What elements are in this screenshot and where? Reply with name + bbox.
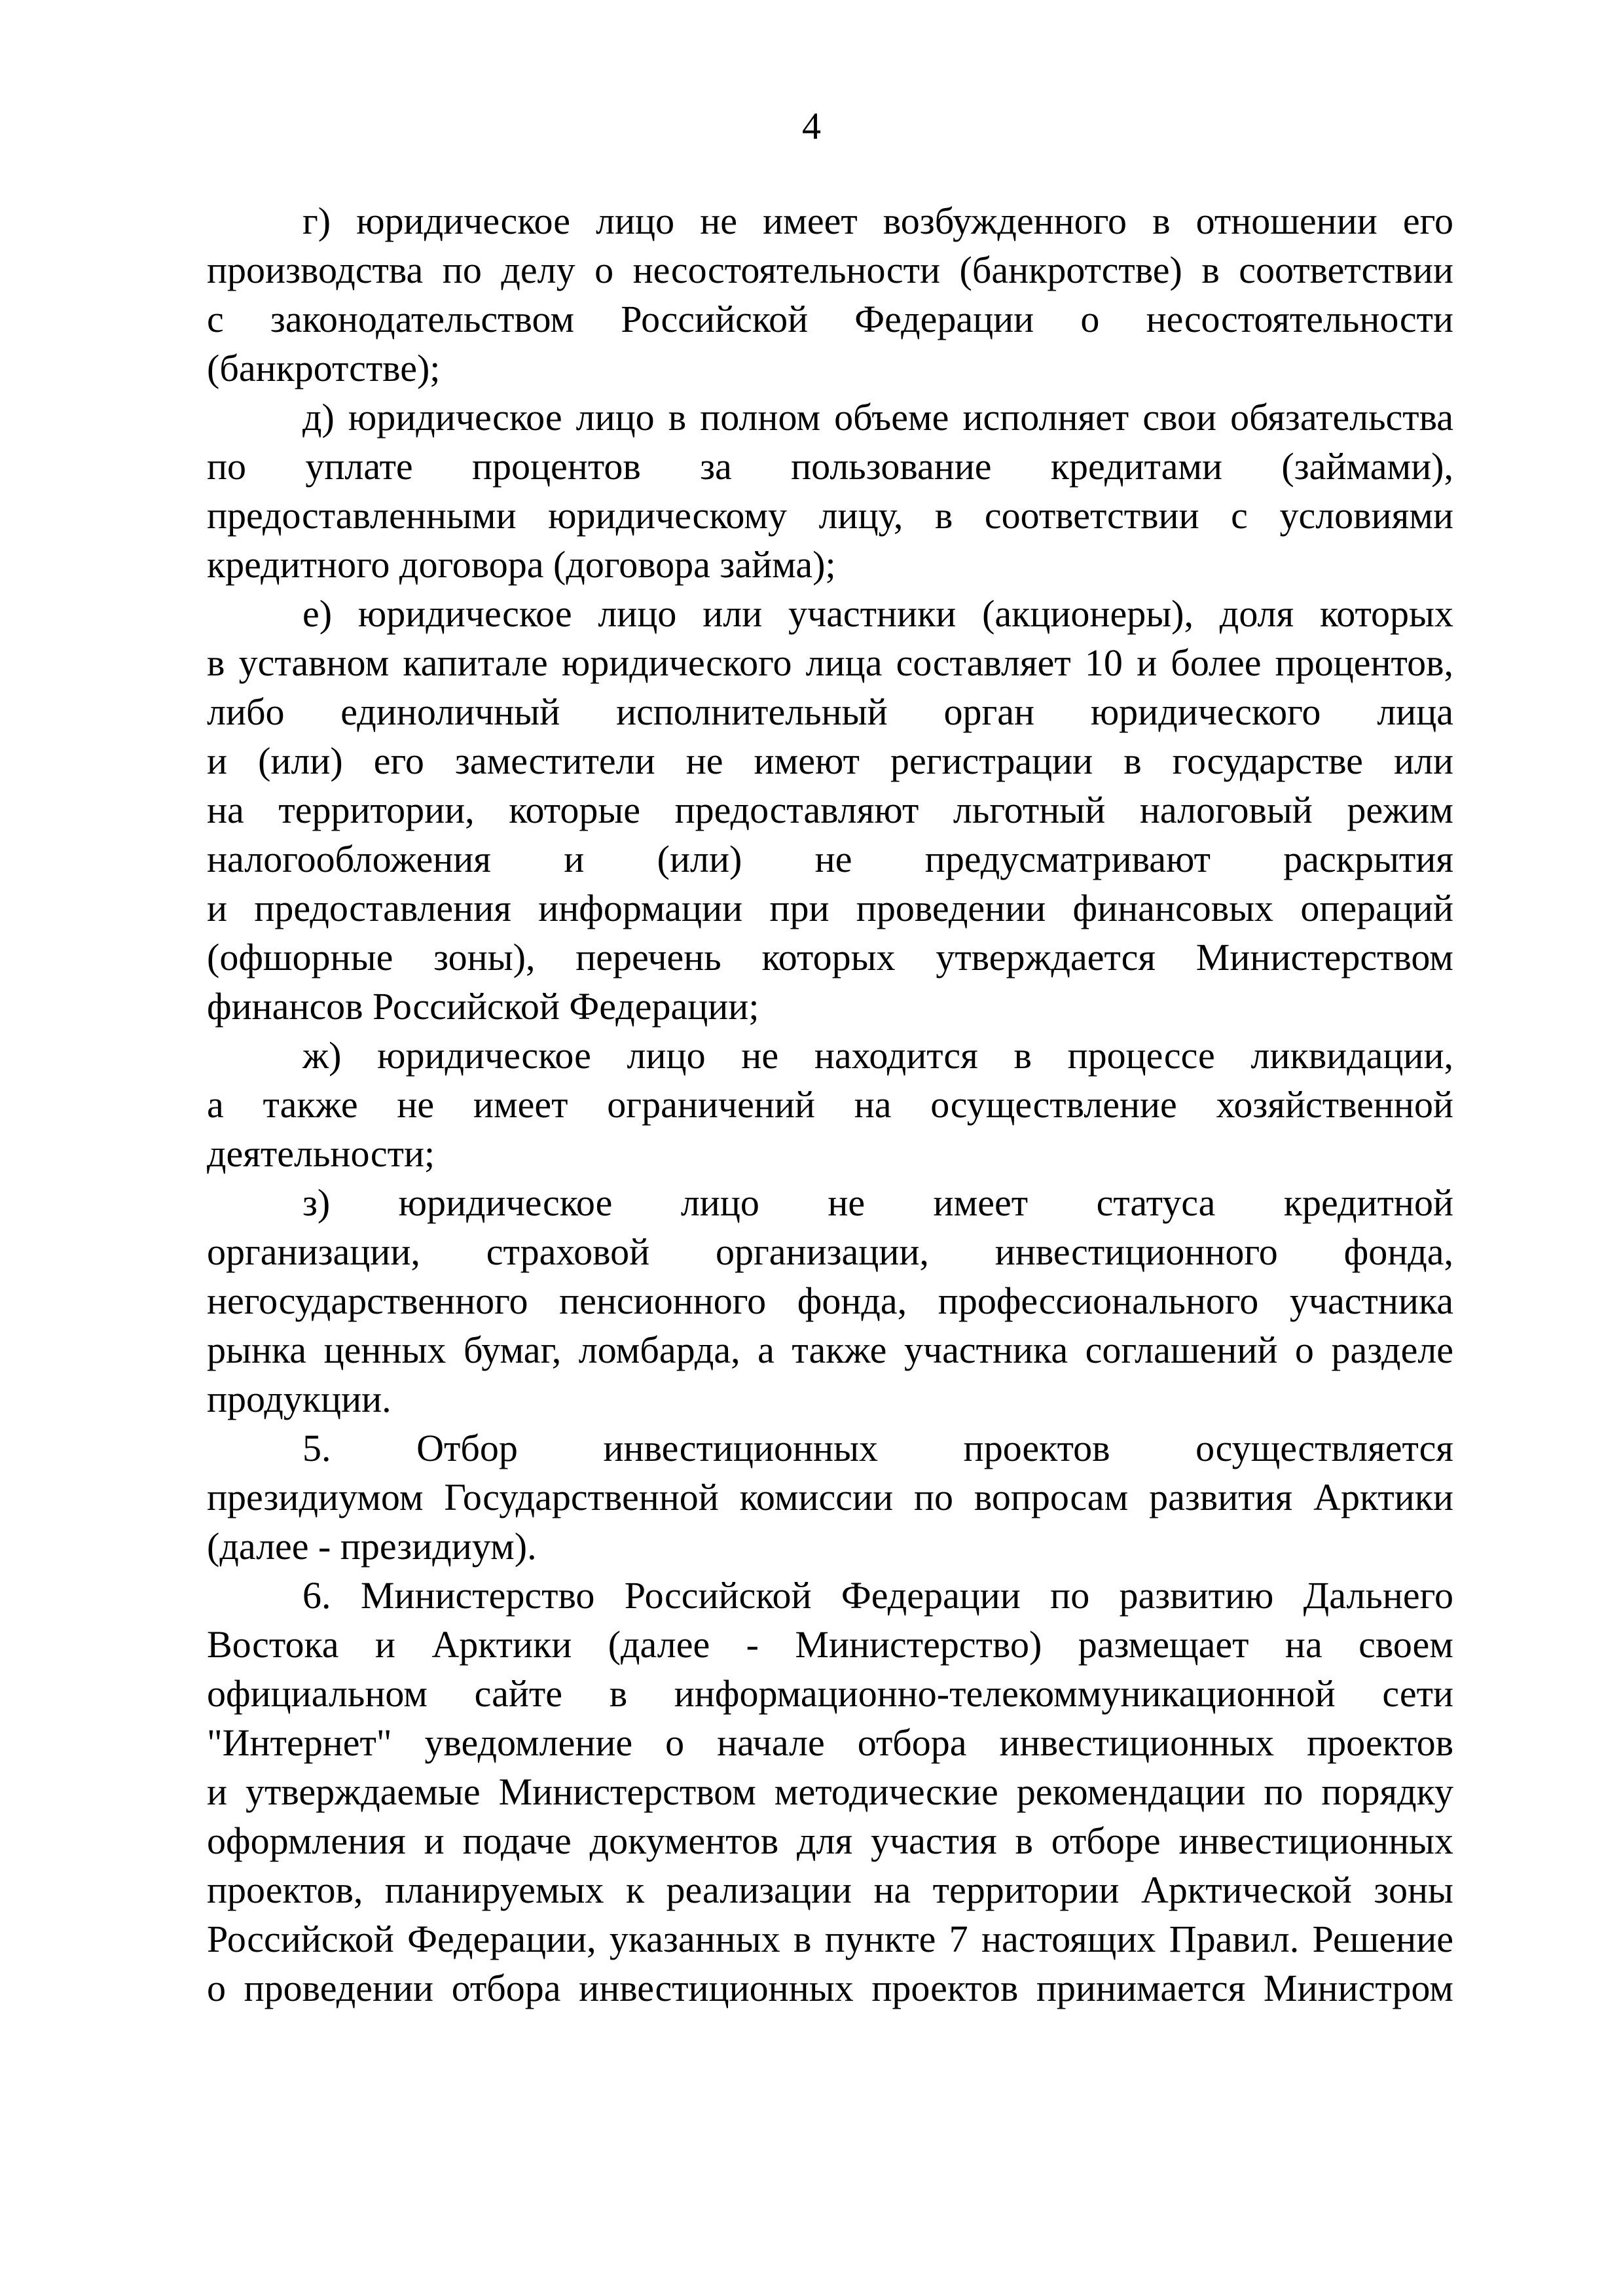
text-line: а также не имеет ограничений на осуществление хозяйственной xyxy=(207,1083,1453,1126)
text-line: на территории, которые предоставляют льготный налоговый режим xyxy=(207,789,1453,831)
text-line: президиумом Государственной комиссии по вопросам развития Арктики xyxy=(207,1476,1453,1518)
text-line: официальном сайте в информационно-телекоммуникационной сети xyxy=(207,1672,1453,1715)
paragraph xyxy=(207,1178,1453,1424)
paragraph xyxy=(207,196,1453,393)
text-line: деятельности; xyxy=(207,1132,435,1175)
text-line: о проведении отбора инвестиционных проектов принимается Министром xyxy=(207,1967,1453,2009)
text-line: негосударственного пенсионного фонда, профессионального участника xyxy=(207,1280,1453,1322)
text-line: по уплате процентов за пользование кредитами (займами), xyxy=(207,445,1453,488)
text-line: Востока и Арктики (далее - Министерство) размещает на своем xyxy=(207,1623,1453,1666)
text-line: оформления и подаче документов для участия в отборе инвестиционных xyxy=(207,1820,1453,1862)
paragraph xyxy=(207,1031,1453,1178)
text-line: Российской Федерации, указанных в пункте 7 настоящих Правил. Решение xyxy=(207,1918,1453,1960)
text-line: организации, страховой организации, инвестиционного фонда, xyxy=(207,1230,1453,1273)
text-line: рынка ценных бумаг, ломбарда, а также участника соглашений о разделе xyxy=(207,1329,1453,1371)
paragraph xyxy=(207,1424,1453,1571)
page-number: 4 xyxy=(802,105,821,147)
text-line: проектов, планируемых к реализации на территории Арктической зоны xyxy=(207,1869,1453,1911)
text-line: и предоставления информации при проведении финансовых операций xyxy=(207,887,1453,929)
text-line: и (или) его заместители не имеют регистрации в государстве или xyxy=(207,740,1453,782)
text-line: (банкротстве); xyxy=(207,347,441,389)
text-line: предоставленными юридическому лицу, в соответствии с условиями xyxy=(207,494,1453,537)
text-line: с законодательством Российской Федерации о несостоятельности xyxy=(207,298,1453,340)
text-line: производства по делу о несостоятельности (банкротстве) в соответствии xyxy=(207,249,1453,291)
paragraph xyxy=(207,393,1453,589)
text-line: 5. Отбор инвестиционных проектов осуществляется xyxy=(302,1427,1453,1469)
text-line: д) юридическое лицо в полном объеме исполняет свои обязательства xyxy=(302,396,1453,439)
text-line: и утверждаемые Министерством методические рекомендации по порядку xyxy=(207,1770,1453,1813)
text-line: налогообложения и (или) не предусматривают раскрытия xyxy=(207,838,1453,880)
text-line: либо единоличный исполнительный орган юридического лица xyxy=(207,691,1453,733)
paragraph xyxy=(207,589,1453,1031)
text-line: е) юридическое лицо или участники (акционеры), доля которых xyxy=(302,592,1453,635)
text-line: в уставном капитале юридического лица составляет 10 и более процентов, xyxy=(207,641,1453,684)
text-line: финансов Российской Федерации; xyxy=(207,985,759,1028)
text-line: г) юридическое лицо не имеет возбужденного в отношении его xyxy=(302,200,1453,242)
document-body xyxy=(207,196,1453,2013)
text-line: з) юридическое лицо не имеет статуса кредитной xyxy=(302,1181,1453,1224)
paragraph xyxy=(207,1571,1453,2013)
text-line: 6. Министерство Российской Федерации по развитию Дальнего xyxy=(302,1574,1453,1617)
text-line: (далее - президиум). xyxy=(207,1525,537,1568)
text-line: ж) юридическое лицо не находится в процессе ликвидации, xyxy=(302,1034,1453,1077)
text-line: продукции. xyxy=(207,1378,392,1420)
text-line: кредитного договора (договора займа); xyxy=(207,543,836,586)
text-line: "Интернет" уведомление о начале отбора инвестиционных проектов xyxy=(207,1721,1453,1764)
text-line: (офшорные зоны), перечень которых утверждается Министерством xyxy=(207,936,1453,978)
